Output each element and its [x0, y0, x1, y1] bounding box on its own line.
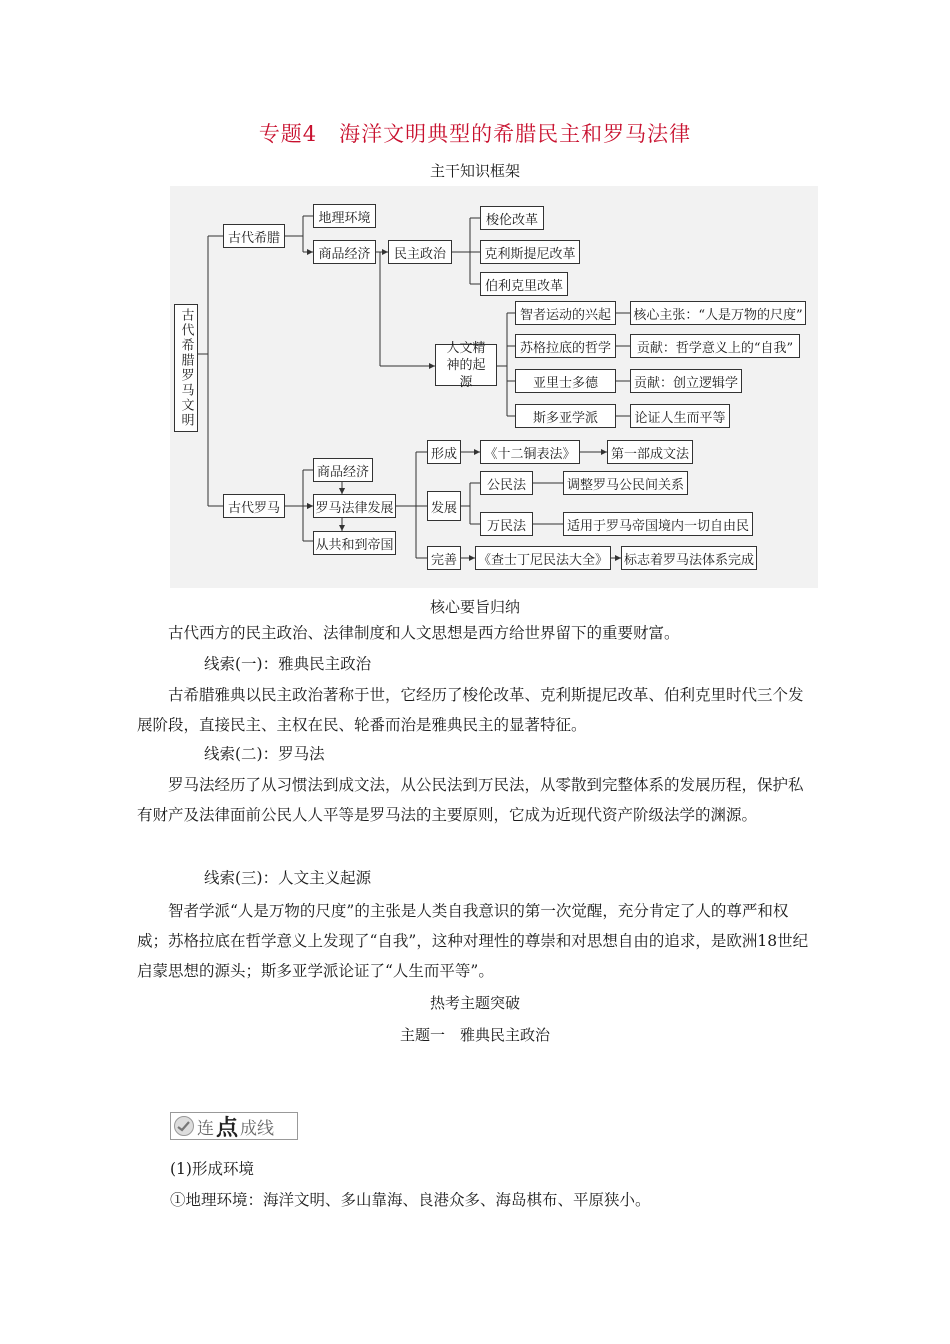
- development-node: 发展: [427, 491, 461, 521]
- clue2-title: 线索(二)：罗马法: [204, 745, 325, 763]
- connect-dots-badge: [170, 1112, 298, 1140]
- core-heading: 核心要旨归纳: [429, 598, 520, 616]
- clue3-title: 线索(三)：人文主义起源: [204, 869, 372, 887]
- geo-env-node: 地理环境: [313, 204, 376, 228]
- cleisthenes-node: 克利斯提尼改革: [480, 240, 580, 264]
- check-circle-icon: [171, 1113, 197, 1139]
- section-formation-env: (1)形成环境: [170, 1160, 254, 1178]
- humanism-node: 人文精神的起源: [435, 344, 497, 386]
- intro-paragraph: 古代西方的民主政治、法律制度和人文思想是西方给世界留下的重要财富。: [168, 624, 680, 642]
- justinian-node: 《查士丁尼民法大全》: [475, 546, 611, 570]
- rome-node: 古代罗马: [223, 494, 285, 518]
- clue3-paragraph: 智者学派“人是万物的尺度”的主张是人类自我意识的第一次觉醒，充分肯定了人的尊严和权威；苏格拉底在哲学意义上发现了“自我”，这种对理性的尊崇和对思想自由的追求，是欧洲18世纪启蒙思想的源头；斯多亚学派论证了“人生而平等”。: [137, 902, 809, 980]
- root-label: 古代希腊罗马文明: [178, 308, 194, 428]
- aristotle-node: 亚里士多德: [515, 369, 616, 393]
- civil-law-node: 公民法: [480, 471, 533, 495]
- badge-char-2: 点: [216, 1114, 239, 1141]
- clue1-paragraph: 古希腊雅典以民主政治著称于世，它经历了梭伦改革、克利斯提尼改革、伯利克里时代三个发展阶段，直接民主、主权在民、轮番而治是雅典民主的显著特征。: [137, 686, 804, 734]
- perfection-node: 完善: [427, 546, 461, 570]
- stoics-node: 斯多亚学派: [515, 404, 616, 428]
- socrates-node: 苏格拉底的哲学: [515, 334, 616, 358]
- formation-node: 形成: [427, 440, 461, 464]
- justinian-note-node: 标志着罗马法体系完成: [621, 546, 757, 570]
- jus-gentium-node: 万民法: [480, 512, 533, 536]
- framework-heading: 主干知识框架: [429, 162, 520, 180]
- item-geo-env: ①地理环境：海洋文明、多山靠海、良港众多、海岛棋布、平原狭小。: [170, 1191, 651, 1209]
- page-title: 专题4 海洋文明典型的希腊民主和罗马法律: [258, 122, 692, 146]
- stoics-note-node: 论证人生而平等: [630, 404, 730, 428]
- hot-topics-heading: 热考主题突破: [429, 994, 520, 1012]
- first-written-law-node: 第一部成文法: [607, 440, 693, 464]
- topic-one-heading: 主题一 雅典民主政治: [399, 1026, 550, 1044]
- badge-char-1: 连: [197, 1118, 214, 1139]
- twelve-tables-node: 《十二铜表法》: [480, 440, 580, 464]
- republic-node: 从共和到帝国: [313, 531, 396, 555]
- socrates-note-node: 贡献：哲学意义上的“自我”: [630, 334, 800, 358]
- commodity-greece-node: 商品经济: [313, 240, 376, 264]
- commodity-rome-node: 商品经济: [313, 458, 373, 482]
- roman-law-node: 罗马法律发展: [313, 494, 396, 518]
- sophists-node: 智者运动的兴起: [515, 301, 616, 325]
- civil-law-note-node: 调整罗马公民间关系: [563, 471, 688, 495]
- root-node: [174, 304, 198, 432]
- democracy-node: 民主政治: [388, 240, 452, 264]
- knowledge-framework-diagram: [170, 186, 818, 588]
- clue2-paragraph: 罗马法经历了从习惯法到成文法，从公民法到万民法，从零散到完整体系的发展历程，保护私有财产及法律面前公民人人平等是罗马法的主要原则，它成为近现代资产阶级法学的渊源。: [137, 776, 804, 824]
- aristotle-note-node: 贡献：创立逻辑学: [630, 369, 742, 393]
- greece-node: 古代希腊: [223, 224, 285, 248]
- solon-node: 梭伦改革: [480, 206, 544, 230]
- badge-char-3: 成线: [240, 1118, 275, 1139]
- clue1-title: 线索(一)：雅典民主政治: [204, 655, 372, 673]
- sophists-note-node: 核心主张：“人是万物的尺度”: [630, 301, 806, 325]
- jus-gentium-note-node: 适用于罗马帝国境内一切自由民: [563, 512, 753, 536]
- pericles-node: 伯利克里改革: [480, 272, 568, 296]
